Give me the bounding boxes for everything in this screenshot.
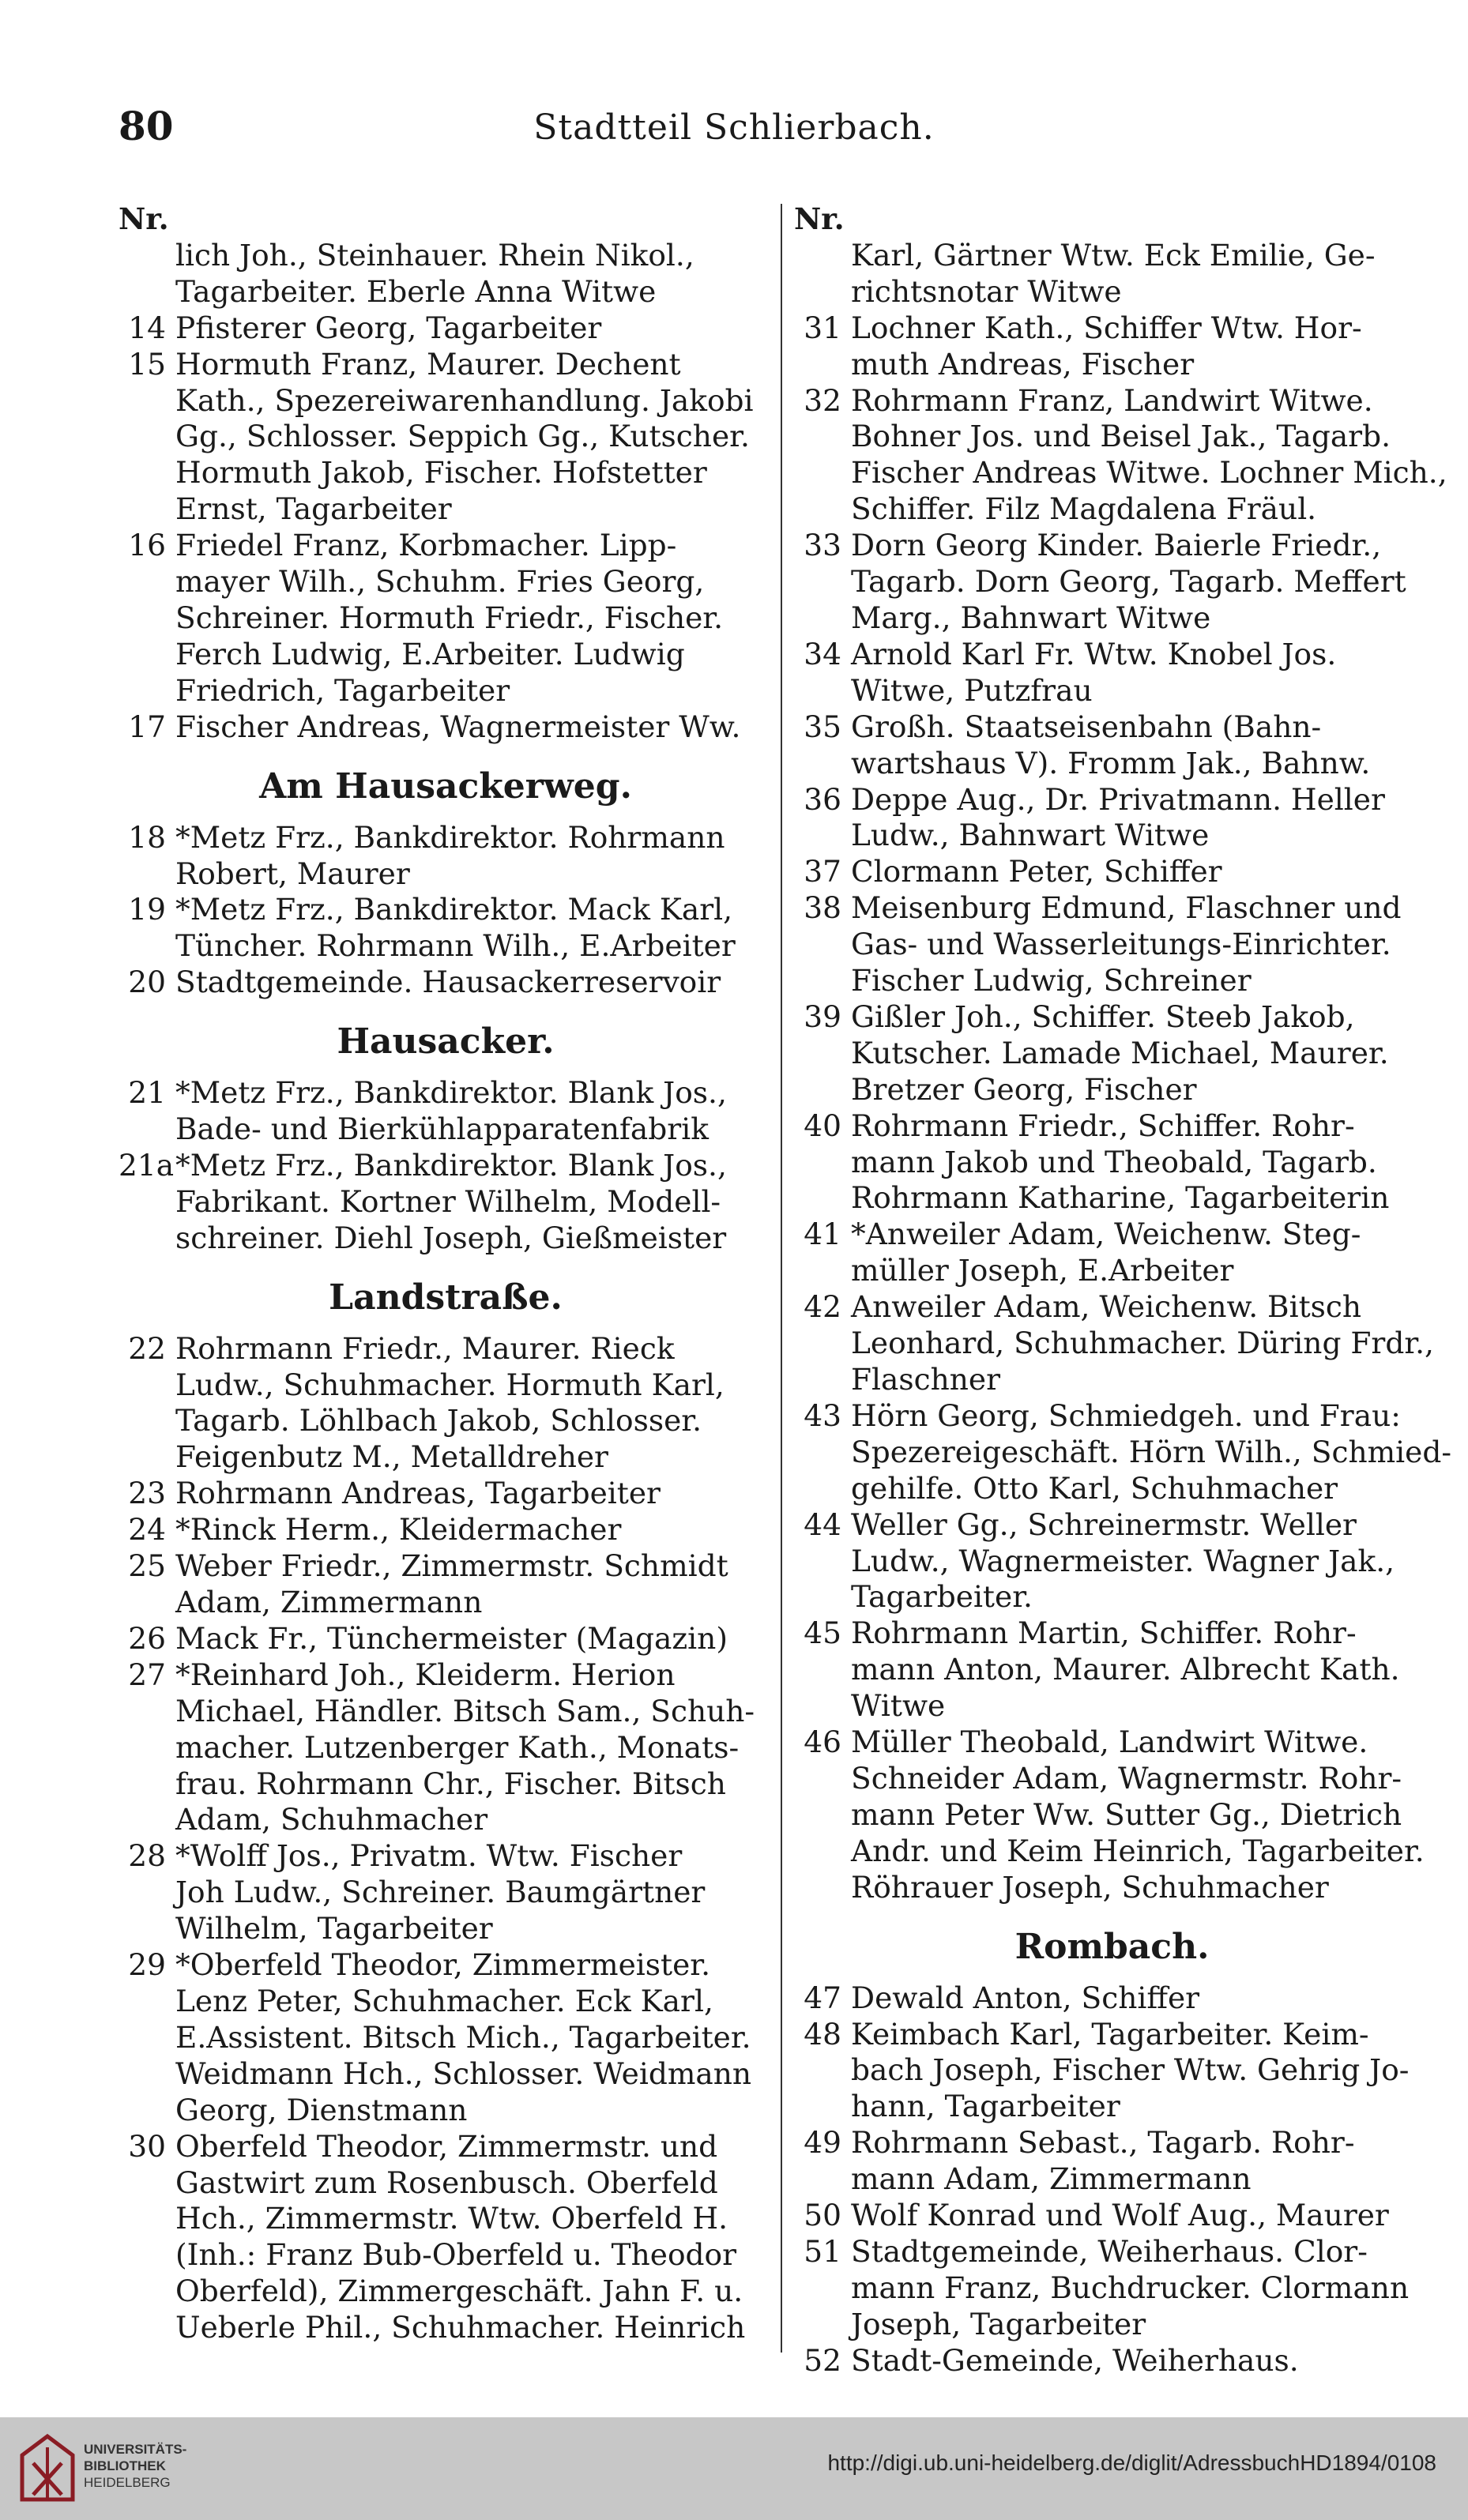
resident-lines xyxy=(851,1398,1451,1507)
resident-line: mann Jakob und Theobald, Tagarb. xyxy=(851,1144,1377,1179)
resident-line: *Rinck Herm., Kleidermacher xyxy=(175,1512,622,1548)
resident-line: bach Joseph, Fischer Wtw. Gehrig Jo- xyxy=(851,2052,1410,2088)
resident-line: E.Assistent. Bitsch Mich., Tagarbeiter. xyxy=(175,2019,751,2055)
resident-line: Fischer Andreas Witwe. Lochner Mich., xyxy=(851,455,1447,491)
resident-line: Marg., Bahnwart Witwe xyxy=(851,600,1211,635)
resident-lines xyxy=(175,528,773,709)
resident-line: Weidmann Hch., Schlosser. Weidmann xyxy=(175,2055,752,2091)
resident-line: Witwe xyxy=(851,1688,946,1724)
address-entry xyxy=(794,2234,1430,2343)
house-number: 52 xyxy=(804,2342,841,2378)
section-heading-rombach: Rombach. xyxy=(1014,1926,1210,1967)
section-heading-hausacker: Hausacker. xyxy=(337,1021,555,1063)
house-number: 34 xyxy=(804,636,841,671)
resident-line: Weller Gg., Schreinermstr. Weller xyxy=(851,1506,1357,1542)
resident-line: Friedel Franz, Korbmacher. Lipp- xyxy=(175,528,677,563)
resident-line: Kath., Spezereiwarenhandlung. Jakobi xyxy=(175,382,754,418)
resident-line: Tagarbeiter. xyxy=(851,1579,1033,1615)
resident-lines xyxy=(175,892,773,965)
entry-group xyxy=(794,310,1452,1906)
address-entry xyxy=(119,1548,773,1621)
resident-line: gehilfe. Otto Karl, Schuhmacher xyxy=(851,1470,1338,1506)
house-number: 48 xyxy=(804,2016,841,2052)
address-entry xyxy=(794,1507,1430,1616)
resident-line: Wilhelm, Tagarbeiter xyxy=(175,1911,493,1946)
resident-line: Dorn Georg Kinder. Baierle Friedr., xyxy=(851,528,1382,563)
entry-group xyxy=(794,1980,1430,2379)
resident-line: Rohrmann Franz, Landwirt Witwe. xyxy=(851,382,1373,418)
address-entry xyxy=(794,854,1430,890)
house-number: 22 xyxy=(128,1330,166,1366)
continuation-text xyxy=(794,238,1430,310)
house-number: 16 xyxy=(128,528,166,563)
house-number: 44 xyxy=(804,1506,841,1542)
resident-line: Gg., Schlosser. Seppich Gg., Kutscher. xyxy=(175,419,750,454)
resident-line: Kutscher. Lamade Michael, Maurer. xyxy=(851,1035,1389,1070)
address-entry xyxy=(794,528,1430,637)
resident-lines xyxy=(851,2343,1430,2379)
resident-line: Ludw., Wagnermeister. Wagner Jak., xyxy=(851,1543,1395,1578)
resident-line: Joseph, Tagarbeiter xyxy=(851,2306,1146,2341)
address-entry xyxy=(119,2129,773,2346)
address-entry xyxy=(119,1331,773,1476)
address-entry xyxy=(794,1980,1430,2017)
resident-lines xyxy=(175,1075,773,1148)
address-entry xyxy=(794,1397,1452,1507)
address-entry xyxy=(119,1657,773,1839)
page-number: 80 xyxy=(119,103,174,149)
resident-lines xyxy=(175,820,773,893)
library-name-line: BIBLIOTHEK xyxy=(84,2458,166,2473)
continuation-text xyxy=(119,238,773,310)
resident-lines xyxy=(175,965,773,1001)
resident-line: Andr. und Keim Heinrich, Tagarbeiter. xyxy=(851,1833,1425,1868)
entry-group xyxy=(119,1075,773,1257)
house-number: 41 xyxy=(804,1217,841,1252)
resident-line: Weber Friedr., Zimmermstr. Schmidt xyxy=(175,1548,728,1584)
house-number: 35 xyxy=(804,709,841,744)
resident-line: Georg, Dienstmann xyxy=(175,2092,468,2127)
address-entry xyxy=(119,1621,773,1657)
resident-lines xyxy=(851,854,1430,890)
section-heading-landstrasse: Landstraße. xyxy=(329,1277,563,1318)
house-number: 38 xyxy=(804,890,841,926)
resident-line: Adam, Zimmermann xyxy=(175,1585,483,1619)
resident-lines xyxy=(175,1148,773,1257)
continuation-line: Karl, Gärtner Wtw. Eck Emilie, Ge- xyxy=(851,237,1376,273)
resident-line: Leonhard, Schuhmacher. Düring Frdr., xyxy=(851,1326,1434,1361)
resident-lines xyxy=(851,1725,1430,1906)
address-entry xyxy=(794,310,1430,383)
nr-label: Nr. xyxy=(794,201,845,236)
house-number: 30 xyxy=(128,2128,166,2164)
resident-lines xyxy=(851,1108,1430,1217)
column-divider xyxy=(781,204,782,2353)
address-entry xyxy=(119,528,773,709)
resident-lines xyxy=(851,782,1430,855)
left-column xyxy=(119,201,773,2346)
resident-line: mann Anton, Maurer. Albrecht Kath. xyxy=(851,1652,1400,1687)
address-entry xyxy=(794,2125,1430,2198)
section-heading-hausackerweg: Am Hausackerweg. xyxy=(259,765,632,807)
resident-line: Gas- und Wasserleitungs-Einrichter. xyxy=(851,927,1391,962)
resident-line: Hörn Georg, Schmiedgeh. und Frau: xyxy=(851,1397,1401,1433)
house-number: 25 xyxy=(128,1548,166,1584)
house-number: 27 xyxy=(128,1657,166,1692)
resident-line: Lochner Kath., Schiffer Wtw. Hor- xyxy=(851,310,1362,345)
resident-line: Stadt-Gemeinde, Weiherhaus. xyxy=(851,2342,1299,2378)
resident-lines xyxy=(175,709,773,746)
house-number: 26 xyxy=(128,1620,166,1656)
resident-lines xyxy=(851,999,1430,1108)
resident-line: Ludw., Bahnwart Witwe xyxy=(851,818,1210,853)
address-entry xyxy=(794,1725,1430,1906)
resident-line: Bade- und Bierkühlapparatenfabrik xyxy=(175,1111,709,1147)
page-header xyxy=(119,103,1349,166)
resident-lines xyxy=(175,1621,773,1657)
source-url-link[interactable]: http://digi.ub.uni-heidelberg.de/diglit/AdressbuchHD1894/0108 xyxy=(827,2450,1436,2475)
resident-line: Keimbach Karl, Tagarbeiter. Keim- xyxy=(851,2016,1369,2052)
library-name xyxy=(84,2441,186,2491)
resident-line: Schiffer. Filz Magdalena Fräul. xyxy=(851,491,1317,527)
resident-line: *Metz Frz., Bankdirektor. Rohrmann xyxy=(175,819,725,855)
house-number: 19 xyxy=(128,892,166,927)
resident-line: Tagarb. Dorn Georg, Tagarb. Meffert xyxy=(851,564,1406,600)
house-number: 17 xyxy=(128,709,166,744)
resident-line: *Wolff Jos., Privatm. Wtw. Fischer xyxy=(175,1838,683,1874)
resident-line: Ferch Ludwig, E.Arbeiter. Ludwig xyxy=(175,636,685,671)
address-entry xyxy=(119,347,773,528)
entry-group xyxy=(119,820,773,1002)
address-entry xyxy=(119,1947,773,2129)
resident-lines xyxy=(851,528,1430,637)
address-entry xyxy=(119,1476,773,1512)
resident-line: Gißler Joh., Schiffer. Steeb Jakob, xyxy=(851,999,1355,1034)
resident-lines xyxy=(851,709,1430,782)
address-entry xyxy=(794,1217,1430,1289)
resident-lines xyxy=(851,310,1430,383)
resident-line: müller Joseph, E.Arbeiter xyxy=(851,1253,1234,1288)
house-number: 46 xyxy=(804,1725,841,1760)
house-number: 23 xyxy=(128,1476,166,1511)
house-number: 15 xyxy=(128,346,166,382)
address-entry xyxy=(794,999,1430,1108)
resident-line: Rohrmann Friedr., Maurer. Rieck xyxy=(175,1330,675,1366)
house-number: 42 xyxy=(804,1289,841,1325)
address-entry xyxy=(794,890,1430,999)
house-number: 47 xyxy=(804,1980,841,2015)
house-number: 36 xyxy=(804,781,841,817)
house-number: 28 xyxy=(128,1838,166,1874)
address-entry xyxy=(794,637,1430,709)
resident-lines xyxy=(851,637,1430,709)
house-number: 18 xyxy=(128,819,166,855)
resident-line: *Reinhard Joh., Kleiderm. Herion xyxy=(175,1657,676,1692)
resident-line: Robert, Maurer xyxy=(175,856,410,891)
resident-line: mann Peter Ww. Sutter Gg., Dietrich xyxy=(851,1796,1402,1832)
resident-line: Schreiner. Hormuth Friedr., Fischer. xyxy=(175,600,724,635)
resident-line: Adam, Schuhmacher xyxy=(175,1802,488,1837)
resident-line: Arnold Karl Fr. Wtw. Knobel Jos. xyxy=(851,636,1337,671)
resident-line: Bohner Jos. und Beisel Jak., Tagarb. xyxy=(851,419,1391,454)
address-entry xyxy=(119,1148,773,1257)
resident-line: Dewald Anton, Schiffer xyxy=(851,1980,1200,2015)
resident-lines xyxy=(851,1289,1434,1398)
resident-line: Tüncher. Rohrmann Wilh., E.Arbeiter xyxy=(175,928,736,964)
resident-line: Stadtgemeinde. Hausackerreservoir xyxy=(175,965,721,1000)
entry-group xyxy=(119,1331,773,2346)
house-number: 21a xyxy=(119,1147,175,1183)
resident-lines xyxy=(851,2198,1430,2234)
resident-line: *Metz Frz., Bankdirektor. Blank Jos., xyxy=(175,1147,727,1183)
resident-line: Clormann Peter, Schiffer xyxy=(851,854,1222,890)
resident-line: Mack Fr., Tünchermeister (Magazin) xyxy=(175,1620,728,1656)
resident-line: Ludw., Schuhmacher. Hormuth Karl, xyxy=(175,1367,725,1402)
address-entry xyxy=(119,310,773,347)
resident-line: hann, Tagarbeiter xyxy=(851,2089,1120,2124)
resident-line: Witwe, Putzfrau xyxy=(851,672,1093,708)
resident-line: Bretzer Georg, Fischer xyxy=(851,1071,1197,1107)
address-entry xyxy=(119,1838,773,1947)
resident-line: Joh Ludw., Schreiner. Baumgärtner xyxy=(175,1875,706,1910)
house-number: 37 xyxy=(804,854,841,890)
resident-line: wartshaus V). Fromm Jak., Bahnw. xyxy=(851,745,1371,780)
house-number: 45 xyxy=(804,1615,841,1651)
running-title: Stadtteil Schlierbach. xyxy=(533,107,935,148)
address-entry xyxy=(119,709,773,746)
resident-lines xyxy=(175,1476,773,1512)
address-entry xyxy=(794,382,1447,528)
resident-lines xyxy=(175,1838,773,1947)
resident-lines xyxy=(851,383,1447,528)
resident-line: Rohrmann Martin, Schiffer. Rohr- xyxy=(851,1615,1357,1651)
resident-line: mann Adam, Zimmermann xyxy=(851,2161,1252,2197)
resident-line: Tagarb. Löhlbach Jakob, Schlosser. xyxy=(175,1403,702,1439)
house-number: 32 xyxy=(804,382,841,418)
resident-line: Rohrmann Friedr., Schiffer. Rohr- xyxy=(851,1108,1355,1143)
address-entry xyxy=(119,892,773,965)
house-number: 20 xyxy=(128,965,166,1000)
house-number: 39 xyxy=(804,999,841,1034)
house-number: 29 xyxy=(128,1947,166,1983)
resident-line: Müller Theobald, Landwirt Witwe. xyxy=(851,1725,1368,1760)
resident-line: Lenz Peter, Schuhmacher. Eck Karl, xyxy=(175,1983,713,2018)
address-entry xyxy=(119,820,773,893)
resident-lines xyxy=(851,890,1430,999)
resident-line: schreiner. Diehl Joseph, Gießmeister xyxy=(175,1220,727,1255)
resident-line: muth Andreas, Fischer xyxy=(851,346,1195,382)
resident-line: Ueberle Phil., Schuhmacher. Heinrich xyxy=(175,2310,746,2345)
resident-line: frau. Rohrmann Chr., Fischer. Bitsch xyxy=(175,1766,726,1801)
resident-line: Röhrauer Joseph, Schuhmacher xyxy=(851,1869,1329,1905)
resident-line: *Oberfeld Theodor, Zimmermeister. xyxy=(175,1947,711,1983)
house-number: 31 xyxy=(804,310,841,345)
resident-lines xyxy=(175,310,773,347)
resident-lines xyxy=(851,2017,1430,2126)
resident-lines xyxy=(851,1507,1430,1616)
resident-line: mayer Wilh., Schuhm. Fries Georg, xyxy=(175,564,705,600)
address-entry xyxy=(794,709,1430,782)
resident-line: Oberfeld Theodor, Zimmermstr. und xyxy=(175,2128,718,2164)
resident-lines xyxy=(175,347,773,528)
resident-lines xyxy=(175,2129,773,2346)
address-entry xyxy=(794,1289,1434,1398)
resident-line: Rohrmann Katharine, Tagarbeiterin xyxy=(851,1180,1390,1216)
resident-line: Fischer Ludwig, Schreiner xyxy=(851,963,1252,999)
address-entry xyxy=(794,782,1430,855)
house-number: 24 xyxy=(128,1512,166,1548)
resident-line: Oberfeld), Zimmergeschäft. Jahn F. u. xyxy=(175,2274,743,2309)
resident-line: Stadtgemeinde, Weiherhaus. Clor- xyxy=(851,2233,1368,2269)
house-number: 49 xyxy=(804,2125,841,2161)
resident-line: Ernst, Tagarbeiter xyxy=(175,491,452,527)
resident-lines xyxy=(851,1217,1430,1289)
resident-line: (Inh.: Franz Bub-Oberfeld u. Theodor xyxy=(175,2237,737,2273)
nr-label: Nr. xyxy=(119,201,169,236)
house-number: 21 xyxy=(128,1075,166,1111)
resident-line: *Metz Frz., Bankdirektor. Mack Karl, xyxy=(175,892,733,927)
resident-line: Michael, Händler. Bitsch Sam., Schuh- xyxy=(175,1693,755,1728)
resident-line: Rohrmann Andreas, Tagarbeiter xyxy=(175,1476,661,1511)
resident-lines xyxy=(851,2125,1430,2198)
resident-line: Gastwirt zum Rosenbusch. Oberfeld xyxy=(175,2165,718,2200)
address-entry xyxy=(794,1615,1430,1725)
resident-line: Deppe Aug., Dr. Privatmann. Heller xyxy=(851,781,1385,817)
address-entry xyxy=(794,2017,1430,2126)
resident-line: Feigenbutz M., Metalldreher xyxy=(175,1439,608,1475)
resident-lines xyxy=(175,1331,773,1476)
resident-line: Hormuth Franz, Maurer. Dechent xyxy=(175,346,681,382)
resident-line: Spezereigeschäft. Hörn Wilh., Schmied- xyxy=(851,1434,1452,1469)
resident-line: Pfisterer Georg, Tagarbeiter xyxy=(175,310,602,345)
resident-lines xyxy=(175,1657,773,1839)
resident-line: mann Franz, Buchdrucker. Clormann xyxy=(851,2270,1410,2305)
resident-line: Schneider Adam, Wagnermstr. Rohr- xyxy=(851,1760,1402,1796)
resident-line: Hormuth Jakob, Fischer. Hofstetter xyxy=(175,455,707,491)
continuation-line: lich Joh., Steinhauer. Rhein Nikol., xyxy=(175,237,694,273)
resident-lines xyxy=(175,1512,773,1548)
resident-line: Flaschner xyxy=(851,1362,1001,1397)
resident-line: *Metz Frz., Bankdirektor. Blank Jos., xyxy=(175,1075,727,1111)
library-name-line: HEIDELBERG xyxy=(84,2475,171,2490)
address-entry xyxy=(794,1108,1430,1217)
resident-lines xyxy=(851,1980,1430,2017)
resident-line: Meisenburg Edmund, Flaschner und xyxy=(851,890,1402,926)
footer-bar xyxy=(0,2417,1468,2520)
address-entry xyxy=(119,965,773,1001)
heidelberg-library-logo-icon xyxy=(17,2432,77,2507)
resident-line: *Anweiler Adam, Weichenw. Steg- xyxy=(851,1217,1361,1252)
library-name-line: UNIVERSITÄTS- xyxy=(84,2442,187,2457)
house-number: 40 xyxy=(804,1108,841,1143)
address-entry xyxy=(794,2343,1430,2379)
resident-line: Wolf Konrad und Wolf Aug., Maurer xyxy=(851,2198,1389,2233)
resident-line: Fischer Andreas, Wagnermeister Ww. xyxy=(175,709,741,744)
address-entry xyxy=(119,1075,773,1148)
house-number: 33 xyxy=(804,528,841,563)
resident-lines xyxy=(851,1615,1430,1725)
resident-lines xyxy=(175,1548,773,1621)
continuation-line: Tagarbeiter. Eberle Anna Witwe xyxy=(175,273,657,309)
right-column xyxy=(794,201,1452,2379)
continuation-line: richtsnotar Witwe xyxy=(851,273,1122,309)
resident-line: Fabrikant. Kortner Wilhelm, Modell- xyxy=(175,1183,721,1219)
address-entry xyxy=(119,1512,773,1548)
house-number: 14 xyxy=(128,310,166,345)
resident-line: Rohrmann Sebast., Tagarb. Rohr- xyxy=(851,2125,1355,2161)
resident-line: Friedrich, Tagarbeiter xyxy=(175,672,510,708)
resident-line: Anweiler Adam, Weichenw. Bitsch xyxy=(851,1289,1362,1325)
resident-line: Hch., Zimmermstr. Wtw. Oberfeld H. xyxy=(175,2201,728,2236)
house-number: 50 xyxy=(804,2198,841,2233)
house-number: 43 xyxy=(804,1397,841,1433)
house-number: 51 xyxy=(804,2233,841,2269)
resident-lines xyxy=(851,2234,1430,2343)
address-entry xyxy=(794,2198,1430,2234)
entry-group xyxy=(119,310,773,746)
resident-line: macher. Lutzenberger Kath., Monats- xyxy=(175,1729,740,1765)
resident-lines xyxy=(175,1947,773,2129)
resident-line: Großh. Staatseisenbahn (Bahn- xyxy=(851,709,1322,744)
